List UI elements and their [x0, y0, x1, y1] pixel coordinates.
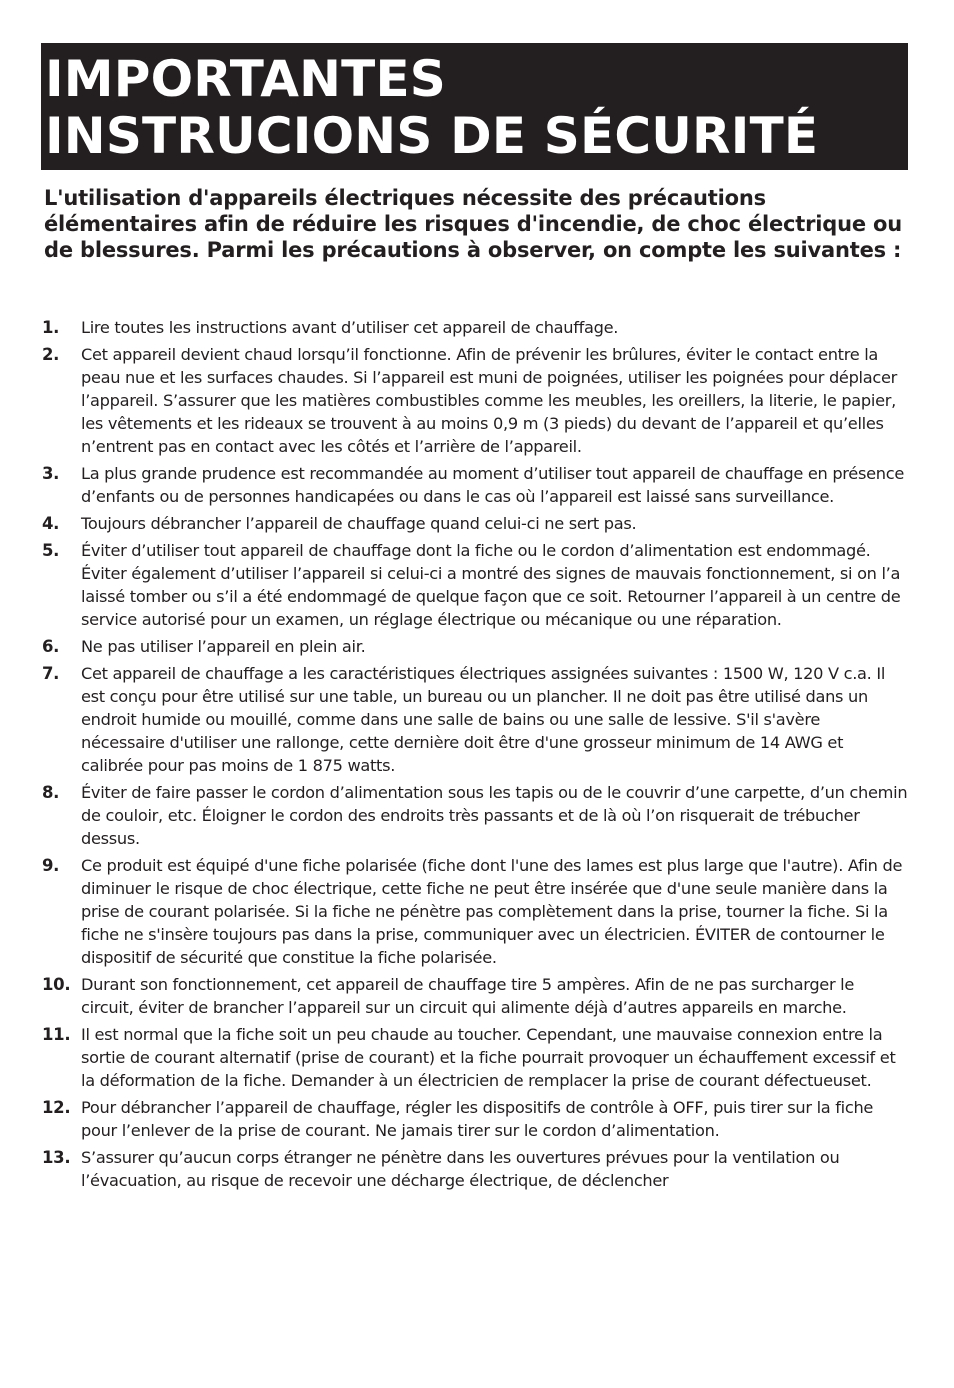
instruction-item-9 — [42, 854, 908, 969]
title-line-1: IMPORTANTES — [45, 50, 447, 108]
instruction-item-7 — [42, 662, 908, 777]
item-text: Lire toutes les instructions avant d’utiliser cet appareil de chauffage. — [81, 318, 619, 337]
item-number: 12. — [42, 1098, 71, 1117]
title-line-2: INSTRUCIONS DE SÉCURITÉ — [45, 107, 819, 165]
item-number: 10. — [42, 975, 71, 994]
instruction-item-8 — [42, 781, 908, 850]
item-number: 6. — [42, 637, 60, 656]
instruction-item-3 — [42, 462, 908, 508]
instruction-item-10 — [42, 973, 908, 1019]
item-number: 13. — [42, 1148, 71, 1167]
item-number: 11. — [42, 1025, 71, 1044]
item-number: 3. — [42, 464, 60, 483]
item-text: Éviter de faire passer le cordon d’alimentation sous les tapis ou de le couvrir d’une carpette, d’un chemin de couloir, etc. Éloigner le cordon des endroits très passants et de là où l’on risquerait de trébucher dessus. — [81, 783, 908, 848]
item-text: Ce produit est équipé d'une fiche polarisée (fiche dont l'une des lames est plus large que l'autre). Afin de diminuer le risque de choc électrique, cette fiche ne peut être insérée que d'une seule manière dans la prise de courant polarisée. Si la fiche ne pénètre pas complètement dans la prise, tourner la fiche. Si la fiche ne s'insère toujours pas dans la prise, communiquer avec un électricien. ÉVITER de contourner le dispositif de sécurité que constitue la fiche polarisée. — [81, 856, 903, 967]
instruction-item-5 — [42, 539, 908, 631]
item-number: 2. — [42, 345, 60, 364]
instruction-item-13 — [42, 1146, 908, 1192]
instruction-item-11 — [42, 1023, 908, 1092]
item-number: 4. — [42, 514, 60, 533]
instruction-item-12 — [42, 1096, 908, 1142]
item-text: Cet appareil de chauffage a les caractéristiques électriques assignées suivantes : 1500 W, 120 V c.a. Il est conçu pour être utilisé sur une table, un bureau ou un plancher. Il ne doit pas être utilisé dans un endroit humide ou mouillé, comme dans une salle de bains ou une salle de lessive. S'il s'avère nécessaire d'utiliser une rallonge, cette dernière doit être d'une grosseur minimum de 14 AWG et calibrée pour pas moins de 1 875 watts. — [81, 664, 886, 775]
item-text: Pour débrancher l’appareil de chauffage, régler les dispositifs de contrôle à OFF, puis tirer sur la fiche pour l’enlever de la prise de courant. Ne jamais tirer sur le cordon d’alimentation. — [81, 1098, 874, 1140]
item-text: Éviter d’utiliser tout appareil de chauffage dont la fiche ou le cordon d’alimentation est endommagé. Éviter également d’utiliser l’appareil si celui-ci a montré des signes de mauvais fonctionnement, si on l’a laissé tomber ou s’il a été endommagé de quelque façon que ce soit. Retourner l’appareil à un centre de service autorisé pour un examen, un réglage électrique ou mécanique ou une réparation. — [81, 541, 901, 629]
item-text: Ne pas utiliser l’appareil en plein air. — [81, 637, 366, 656]
item-text: Il est normal que la fiche soit un peu chaude au toucher. Cependant, une mauvaise connexion entre la sortie de courant alternatif (prise de courant) et la fiche pourrait provoquer un échauffement excessif et la déformation de la fiche. Demander à un électricien de remplacer la prise de courant défectueuset. — [81, 1025, 896, 1090]
item-number: 7. — [42, 664, 60, 683]
title-banner — [41, 43, 908, 170]
item-text: Cet appareil devient chaud lorsqu’il fonctionne. Afin de prévenir les brûlures, éviter le contact entre la peau nue et les surfaces chaudes. Si l’appareil est muni de poignées, utiliser les poignées pour déplacer l’appareil. S’assurer que les matières combustibles comme les meubles, les oreillers, la literie, le papier, les vêtements et les rideaux se trouvent à au moins 0,9 m (3 pieds) du devant de l’appareil et qu’elles n’entrent pas en contact avec les côtés et l’arrière de l’appareil. — [81, 345, 897, 456]
item-text: Durant son fonctionnement, cet appareil de chauffage tire 5 ampères. Afin de ne pas surcharger le circuit, éviter de brancher l’appareil sur un circuit qui alimente déjà d’autres appareils en marche. — [81, 975, 855, 1017]
item-number: 9. — [42, 856, 60, 875]
instruction-item-2 — [42, 343, 908, 458]
item-number: 8. — [42, 783, 60, 802]
intro-paragraph: L'utilisation d'appareils électriques nécessite des précautions élémentaires afin de réduire les risques d'incendie, de choc électrique ou de blessures. Parmi les précautions à observer, on compte les suivantes : — [44, 186, 902, 262]
item-text: La plus grande prudence est recommandée au moment d’utiliser tout appareil de chauffage en présence d’enfants ou de personnes handicapées ou dans le cas où l’appareil est laissé sans surveillance. — [81, 464, 904, 506]
instruction-item-4 — [42, 512, 908, 535]
instruction-item-1 — [42, 316, 908, 339]
item-number: 5. — [42, 541, 60, 560]
item-number: 1. — [42, 318, 60, 337]
instruction-item-6 — [42, 635, 908, 658]
instruction-list — [42, 316, 908, 1196]
item-text: Toujours débrancher l’appareil de chauffage quand celui-ci ne sert pas. — [81, 514, 637, 533]
item-text: S’assurer qu’aucun corps étranger ne pénètre dans les ouvertures prévues pour la ventilation ou l’évacuation, au risque de recevoir une décharge électrique, de déclencher — [81, 1148, 840, 1190]
